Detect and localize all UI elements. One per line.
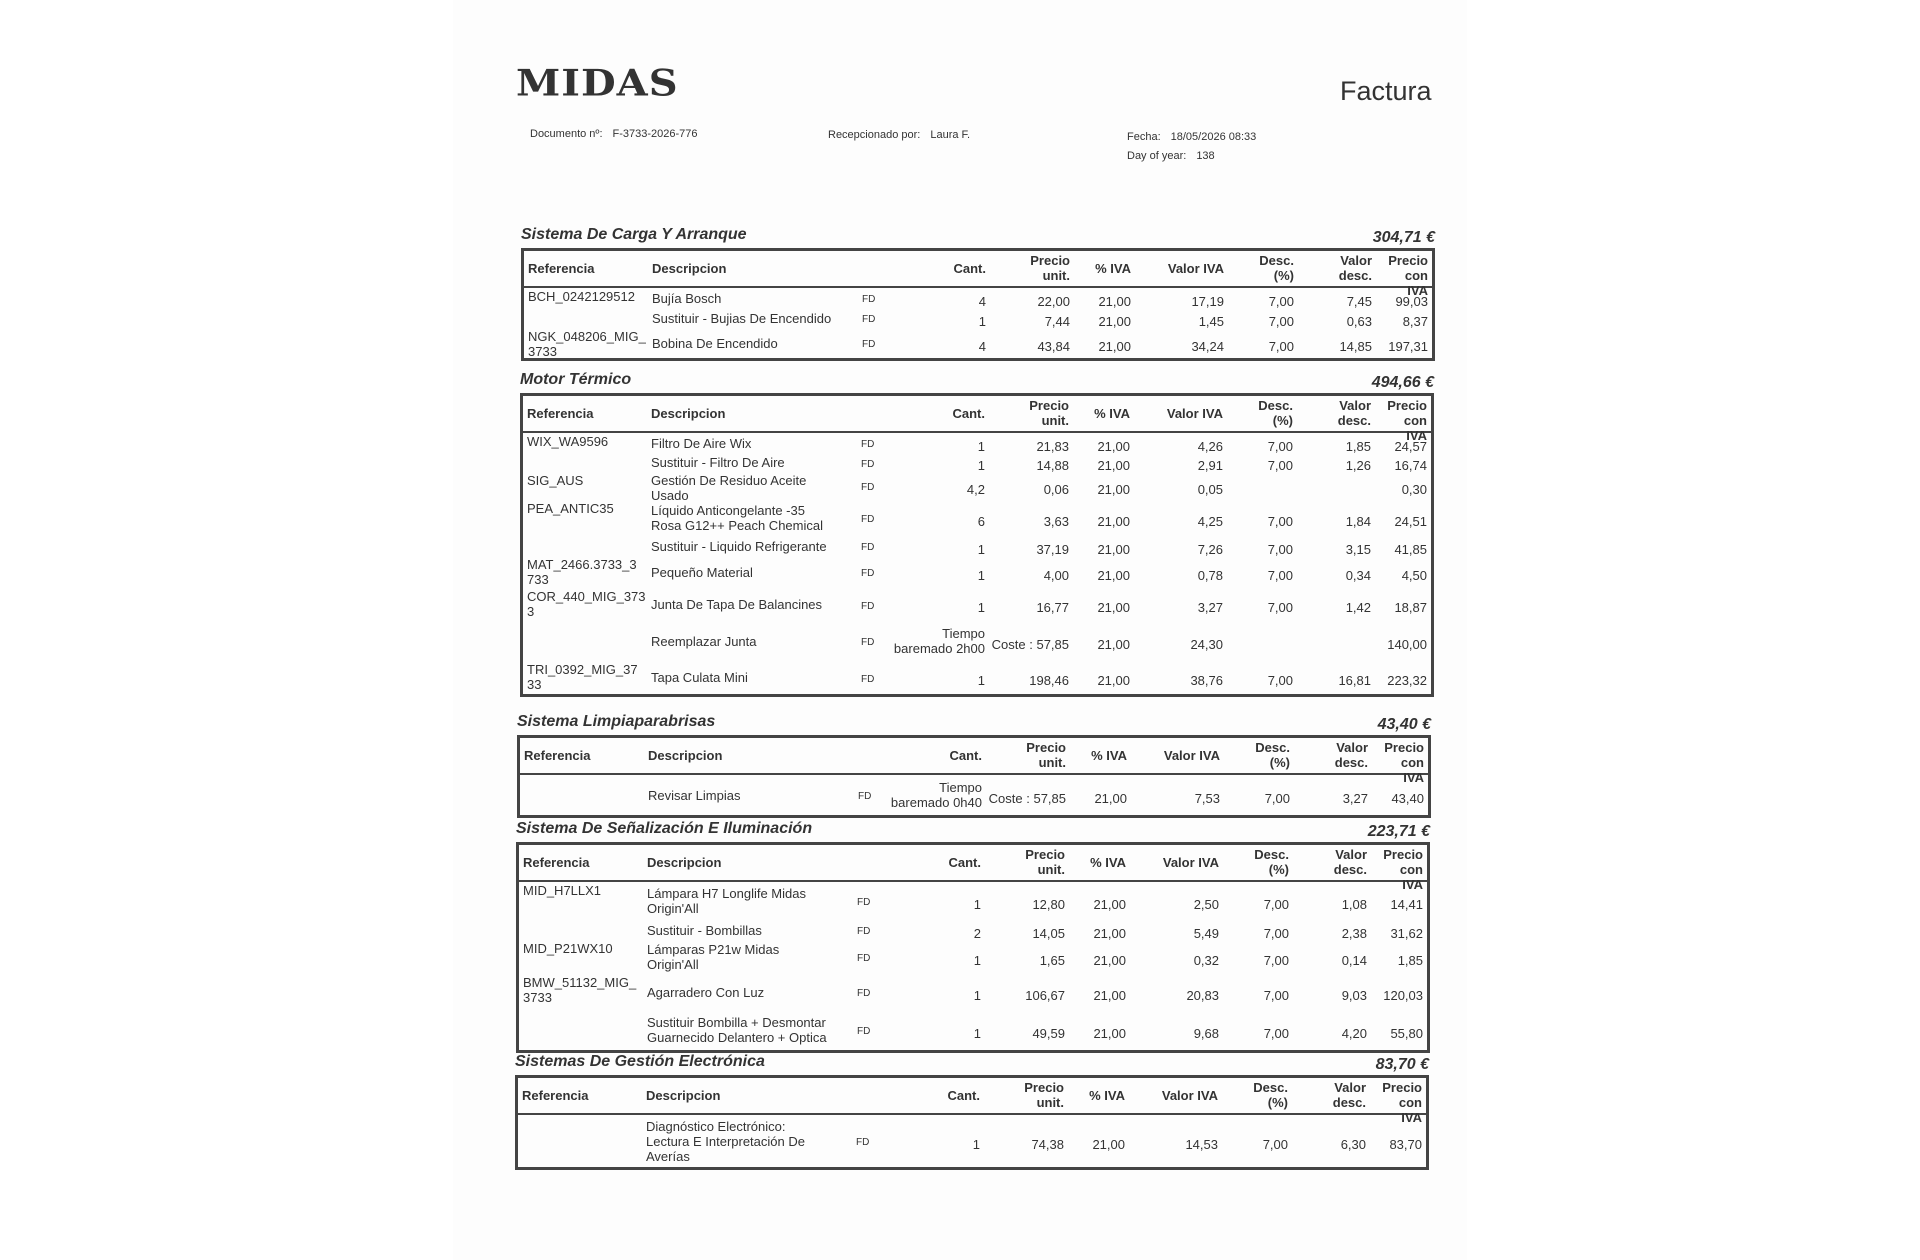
cell-descripcion: Sustituir - Bombillas: [647, 923, 762, 938]
header-referencia: Referencia: [522, 1088, 589, 1103]
cell-iva: 21,00: [1097, 568, 1130, 583]
cell-descripcion: Sustituir - Liquido Refrigerante: [651, 539, 827, 554]
cell-total: 14,41: [1390, 897, 1423, 912]
cell-iva: 21,00: [1092, 1137, 1125, 1152]
header-total: Precio con IVA: [1387, 398, 1427, 443]
section-title: Sistemas De Gestión Electrónica: [515, 1053, 765, 1070]
cell-total: 24,57: [1394, 439, 1427, 454]
cell-total: 18,87: [1394, 600, 1427, 615]
document-number-value: F-3733-2026-776: [612, 128, 698, 140]
cell-iva: 21,00: [1097, 673, 1130, 688]
cell-fd: FD: [862, 294, 876, 305]
header-total: Precio con IVA: [1384, 740, 1424, 785]
cell-valor-desc: 0,63: [1346, 314, 1372, 329]
table-row: [523, 453, 1431, 472]
cell-total: 140,00: [1387, 637, 1427, 652]
cell-precio: 7,44: [1044, 314, 1070, 329]
cell-desc-pct: 7,00: [1264, 791, 1290, 806]
cell-valor-iva: 2,50: [1193, 897, 1219, 912]
table-row: [523, 500, 1431, 536]
cell-desc-pct: 7,00: [1267, 439, 1293, 454]
cell-valor-iva: 4,26: [1197, 439, 1223, 454]
cell-desc-pct: 7,00: [1263, 988, 1289, 1003]
cell-desc-pct: 7,00: [1268, 339, 1294, 354]
cell-fd: FD: [857, 988, 871, 999]
cell-precio: 4,00: [1043, 568, 1069, 583]
cell-total: 1,85: [1397, 953, 1423, 968]
cell-cant: 1: [972, 1137, 980, 1152]
cell-total: 99,03: [1395, 294, 1428, 309]
received-by: [828, 129, 970, 141]
cell-precio: 16,77: [1036, 600, 1069, 615]
cell-descripcion: Pequeño Material: [651, 565, 753, 580]
table-row: [520, 775, 1428, 815]
table-row: [524, 308, 1432, 328]
cell-iva: 21,00: [1097, 514, 1130, 529]
table-row: [524, 288, 1432, 308]
cell-total: 41,85: [1394, 542, 1427, 557]
cell-iva: 21,00: [1098, 314, 1131, 329]
cell-cant: 4,2: [966, 482, 985, 497]
table-row: [524, 328, 1432, 358]
cell-desc-pct: 7,00: [1267, 568, 1293, 583]
cell-fd: FD: [857, 926, 871, 937]
section-title: Sistema De Señalización E Iluminación: [516, 820, 813, 837]
cell-precio: 14,05: [1032, 926, 1065, 941]
cell-iva: 21,00: [1093, 926, 1126, 941]
cell-total: 8,37: [1402, 314, 1428, 329]
header-valor-desc: Valor desc.: [1338, 253, 1372, 283]
document-title: Factura: [1340, 76, 1432, 106]
section-title: Sistema Limpiaparabrisas: [517, 713, 716, 730]
cell-referencia: TRI_0392_MIG_37 33: [527, 662, 638, 692]
cell-precio: 0,06: [1043, 482, 1069, 497]
cell-valor-iva: 0,05: [1197, 482, 1223, 497]
header-valor-desc: Valor desc.: [1334, 740, 1368, 770]
cell-iva: 21,00: [1093, 988, 1126, 1003]
header-descripcion: Descripcion: [652, 261, 727, 276]
section-total: 83,70 €: [1375, 1056, 1429, 1073]
cell-descripcion: Junta De Tapa De Balancines: [651, 597, 823, 612]
cell-valor-desc: 0,14: [1341, 953, 1367, 968]
table-header: [520, 738, 1428, 785]
cell-fd: FD: [861, 674, 875, 685]
cell-total: 16,74: [1394, 458, 1427, 473]
cell-valor-iva: 17,19: [1191, 294, 1224, 309]
cell-fd: FD: [861, 601, 875, 612]
cell-iva: 21,00: [1097, 600, 1130, 615]
header-descripcion: Descripcion: [648, 748, 723, 763]
cell-valor-desc: 1,84: [1345, 514, 1371, 529]
cell-precio: 3,63: [1043, 514, 1069, 529]
section-total: 304,71 €: [1372, 229, 1435, 246]
cell-cant: 1: [977, 458, 985, 473]
cell-valor-iva: 9,68: [1193, 1026, 1219, 1041]
header-valor-iva: Valor IVA: [1166, 406, 1223, 421]
cell-descripcion: Sustituir Bombilla + Desmontar Guarnecido Delantero + Optica: [647, 1015, 827, 1045]
cell-desc-pct: 7,00: [1267, 514, 1293, 529]
cell-precio: Coste : 57,85: [988, 791, 1066, 806]
cell-valor-iva: 24,30: [1190, 637, 1223, 652]
header-referencia: Referencia: [527, 406, 594, 421]
cell-precio: 74,38: [1031, 1137, 1064, 1152]
header-iva: % IVA: [1094, 406, 1130, 421]
table-row: [519, 920, 1427, 940]
header-desc-pct: Desc. (%): [1254, 847, 1289, 877]
cell-descripcion: Sustituir - Bujias De Encendido: [652, 311, 832, 326]
cell-precio: 21,83: [1036, 439, 1069, 454]
cell-precio: 22,00: [1037, 294, 1070, 309]
header-descripcion: Descripcion: [647, 855, 722, 870]
cell-total: 223,32: [1387, 673, 1427, 688]
cell-cant: 4: [978, 294, 986, 309]
cell-referencia: MAT_2466.3733_3 733: [527, 557, 637, 587]
header-cant: Cant.: [953, 261, 986, 276]
cell-iva: 21,00: [1093, 1026, 1126, 1041]
cell-valor-iva: 7,53: [1194, 791, 1220, 806]
header-precio: Precio unit.: [1030, 253, 1070, 283]
cell-total: 24,51: [1394, 514, 1427, 529]
day-of-year-value: 138: [1196, 150, 1215, 162]
header-desc-pct: Desc. (%): [1255, 740, 1290, 770]
header-valor-iva: Valor IVA: [1161, 1088, 1218, 1103]
table-row: [523, 621, 1431, 661]
cell-cant: 1: [973, 953, 981, 968]
cell-cant: 4: [978, 339, 986, 354]
table-row: [523, 588, 1431, 621]
header-cant: Cant.: [948, 855, 981, 870]
cell-fd: FD: [862, 339, 876, 350]
cell-cant: 1: [973, 988, 981, 1003]
cell-desc-pct: 7,00: [1263, 926, 1289, 941]
header-precio: Precio unit.: [1024, 1080, 1064, 1110]
cell-referencia: COR_440_MIG_373 3: [527, 589, 646, 619]
cell-referencia: MID_H7LLX1: [523, 883, 602, 898]
section-total: 494,66 €: [1371, 374, 1434, 391]
header-total: Precio con IVA: [1383, 847, 1423, 892]
cell-precio: Coste : 57,85: [991, 637, 1069, 652]
cell-valor-desc: 3,15: [1345, 542, 1371, 557]
cell-desc-pct: 7,00: [1263, 897, 1289, 912]
cell-iva: 21,00: [1098, 339, 1131, 354]
cell-precio: 49,59: [1032, 1026, 1065, 1041]
cell-descripcion: Lámpara H7 Longlife Midas Origin'All: [647, 886, 806, 916]
received-by-value: Laura F.: [930, 129, 971, 141]
header-total: Precio con IVA: [1382, 1080, 1422, 1125]
section-title: Motor Térmico: [520, 371, 632, 388]
cell-iva: 21,00: [1093, 953, 1126, 968]
cell-precio: 37,19: [1036, 542, 1069, 557]
day-of-year-label: Day of year:: [1127, 150, 1187, 162]
cell-descripcion: Sustituir - Filtro De Aire: [651, 455, 785, 470]
cell-descripcion: Bujía Bosch: [652, 291, 722, 306]
document-number-label: Documento nº:: [530, 128, 603, 140]
cell-descripcion: Bobina De Encendido: [652, 336, 778, 351]
section-table: [516, 842, 1430, 1053]
cell-precio: 43,84: [1037, 339, 1070, 354]
header-total: Precio con IVA: [1388, 253, 1428, 298]
cell-descripcion: Revisar Limpias: [648, 788, 741, 803]
cell-valor-desc: 3,27: [1342, 791, 1368, 806]
cell-precio: 198,46: [1029, 673, 1069, 688]
header-iva: % IVA: [1090, 855, 1126, 870]
table-row: [523, 661, 1431, 694]
received-by-label: Recepcionado por:: [828, 129, 921, 141]
cell-valor-desc: 1,08: [1341, 897, 1367, 912]
cell-iva: 21,00: [1097, 458, 1130, 473]
cell-descripcion: Lámparas P21w Midas Origin'All: [647, 942, 780, 972]
cell-fd: FD: [861, 514, 875, 525]
midas-logo: MIDAS: [516, 62, 679, 105]
section-total: 43,40 €: [1377, 716, 1431, 733]
cell-valor-desc: 7,45: [1346, 294, 1372, 309]
header-referencia: Referencia: [523, 855, 590, 870]
cell-desc-pct: 7,00: [1263, 1026, 1289, 1041]
cell-precio: 1,65: [1039, 953, 1065, 968]
cell-referencia: SIG_AUS: [527, 473, 584, 488]
cell-valor-iva: 7,26: [1197, 542, 1223, 557]
cell-valor-iva: 1,45: [1198, 314, 1224, 329]
cell-fd: FD: [858, 791, 872, 802]
cell-valor-iva: 0,78: [1197, 568, 1223, 583]
header-desc-pct: Desc. (%): [1258, 398, 1293, 428]
header-valor-iva: Valor IVA: [1163, 748, 1220, 763]
header-desc-pct: Desc. (%): [1259, 253, 1294, 283]
cell-desc-pct: 7,00: [1267, 542, 1293, 557]
cell-descripcion: Líquido Anticongelante -35 Rosa G12++ Peach Chemical: [651, 503, 823, 533]
header-valor-iva: Valor IVA: [1162, 855, 1219, 870]
day-of-year: [1127, 150, 1215, 162]
header-descripcion: Descripcion: [651, 406, 726, 421]
header-valor-desc: Valor desc.: [1333, 847, 1367, 877]
cell-desc-pct: 7,00: [1268, 314, 1294, 329]
cell-total: 55,80: [1390, 1026, 1423, 1041]
cell-descripcion: Tapa Culata Mini: [651, 670, 748, 685]
cell-valor-iva: 0,32: [1193, 953, 1219, 968]
cell-iva: 21,00: [1093, 897, 1126, 912]
cell-cant: 1: [977, 568, 985, 583]
table-row: [523, 472, 1431, 503]
cell-cant: 1: [977, 542, 985, 557]
cell-iva: 21,00: [1097, 482, 1130, 497]
cell-valor-desc: 9,03: [1341, 988, 1367, 1003]
date-label: Fecha:: [1127, 131, 1161, 143]
date: [1127, 131, 1256, 143]
cell-referencia: BMW_51132_MIG_ 3733: [523, 975, 637, 1005]
cell-valor-iva: 5,49: [1193, 926, 1219, 941]
cell-valor-desc: 1,85: [1345, 439, 1371, 454]
cell-total: 4,50: [1401, 568, 1427, 583]
cell-total: 31,62: [1390, 926, 1423, 941]
cell-cant: 2: [973, 926, 981, 941]
cell-valor-desc: 2,38: [1341, 926, 1367, 941]
header-iva: % IVA: [1095, 261, 1131, 276]
cell-valor-desc: 0,34: [1345, 568, 1371, 583]
header-descripcion: Descripcion: [646, 1088, 721, 1103]
date-value: 18/05/2026 08:33: [1170, 131, 1257, 143]
cell-cant: 6: [977, 514, 985, 529]
cell-iva: 21,00: [1098, 294, 1131, 309]
cell-valor-iva: 38,76: [1190, 673, 1223, 688]
header-iva: % IVA: [1089, 1088, 1125, 1103]
cell-valor-desc: 6,30: [1340, 1137, 1366, 1152]
cell-valor-iva: 3,27: [1197, 600, 1223, 615]
section-table: [515, 1075, 1429, 1170]
cell-desc-pct: 7,00: [1267, 458, 1293, 473]
table-row: [519, 974, 1427, 1010]
cell-descripcion: Diagnóstico Electrónico: Lectura E Interpretación De Averías: [646, 1119, 805, 1164]
cell-desc-pct: 7,00: [1267, 600, 1293, 615]
cell-total: 43,40: [1391, 791, 1424, 806]
cell-desc-pct: 7,00: [1263, 953, 1289, 968]
cell-desc-pct: 7,00: [1268, 294, 1294, 309]
cell-total: 197,31: [1388, 339, 1428, 354]
cell-fd: FD: [861, 568, 875, 579]
cell-referencia: NGK_048206_MIG_ 3733: [528, 329, 646, 359]
header-valor-desc: Valor desc.: [1337, 398, 1371, 428]
table-row: [523, 536, 1431, 556]
cell-total: 120,03: [1383, 988, 1423, 1003]
cell-descripcion: Agarradero Con Luz: [647, 985, 765, 1000]
section-table: [521, 248, 1435, 361]
cell-valor-desc: 1,42: [1345, 600, 1371, 615]
header-desc-pct: Desc. (%): [1253, 1080, 1288, 1110]
cell-descripcion: Gestión De Residuo Aceite Usado: [651, 473, 807, 503]
cell-valor-iva: 4,25: [1197, 514, 1223, 529]
cell-valor-iva: 34,24: [1191, 339, 1224, 354]
table-row: [519, 940, 1427, 974]
cell-fd: FD: [857, 897, 871, 908]
header-cant: Cant.: [952, 406, 985, 421]
cell-fd: FD: [862, 314, 876, 325]
cell-total: 0,30: [1401, 482, 1427, 497]
cell-fd: FD: [861, 542, 875, 553]
header-referencia: Referencia: [528, 261, 595, 276]
cell-cant: Tiempo baremado 2h00: [893, 626, 985, 656]
section-table: [517, 735, 1431, 818]
section-table: [520, 393, 1434, 697]
header-iva: % IVA: [1091, 748, 1127, 763]
cell-cant: 1: [977, 673, 985, 688]
table-row: [523, 433, 1431, 453]
header-valor-desc: Valor desc.: [1332, 1080, 1366, 1110]
cell-total: 83,70: [1389, 1137, 1422, 1152]
cell-iva: 21,00: [1097, 637, 1130, 652]
header-cant: Cant.: [949, 748, 982, 763]
cell-referencia: PEA_ANTIC35: [527, 501, 614, 516]
cell-fd: FD: [861, 637, 875, 648]
header-cant: Cant.: [947, 1088, 980, 1103]
cell-valor-desc: 1,26: [1345, 458, 1371, 473]
header-valor-iva: Valor IVA: [1167, 261, 1224, 276]
cell-valor-iva: 14,53: [1185, 1137, 1218, 1152]
cell-referencia: WIX_WA9596: [527, 434, 609, 449]
cell-valor-desc: 4,20: [1341, 1026, 1367, 1041]
cell-fd: FD: [861, 482, 875, 493]
document-number: [530, 128, 698, 140]
cell-iva: 21,00: [1094, 791, 1127, 806]
table-header: [518, 1078, 1426, 1125]
table-row: [518, 1115, 1426, 1167]
cell-referencia: MID_P21WX10: [523, 941, 613, 956]
section-total: 223,71 €: [1367, 823, 1430, 840]
cell-cant: 1: [977, 439, 985, 454]
cell-desc-pct: 7,00: [1262, 1137, 1288, 1152]
cell-iva: 21,00: [1097, 439, 1130, 454]
cell-cant: 1: [978, 314, 986, 329]
cell-cant: 1: [973, 897, 981, 912]
cell-valor-iva: 2,91: [1197, 458, 1223, 473]
table-row: [523, 556, 1431, 588]
cell-valor-desc: 14,85: [1339, 339, 1372, 354]
cell-fd: FD: [857, 953, 871, 964]
cell-descripcion: Filtro De Aire Wix: [651, 436, 752, 451]
cell-precio: 14,88: [1036, 458, 1069, 473]
cell-desc-pct: 7,00: [1267, 673, 1293, 688]
cell-referencia: BCH_0242129512: [528, 289, 635, 304]
cell-fd: FD: [861, 459, 875, 470]
table-row: [519, 882, 1427, 920]
cell-fd: FD: [856, 1137, 870, 1148]
cell-descripcion: Reemplazar Junta: [651, 634, 757, 649]
cell-cant: Tiempo baremado 0h40: [890, 780, 982, 810]
cell-valor-desc: 16,81: [1338, 673, 1371, 688]
cell-precio: 106,67: [1025, 988, 1065, 1003]
cell-iva: 21,00: [1097, 542, 1130, 557]
section-title: Sistema De Carga Y Arranque: [521, 226, 747, 243]
cell-cant: 1: [973, 1026, 981, 1041]
cell-fd: FD: [857, 1026, 871, 1037]
cell-fd: FD: [861, 439, 875, 450]
header-referencia: Referencia: [524, 748, 591, 763]
cell-precio: 12,80: [1032, 897, 1065, 912]
header-precio: Precio unit.: [1026, 740, 1066, 770]
cell-cant: 1: [977, 600, 985, 615]
header-precio: Precio unit.: [1029, 398, 1069, 428]
cell-valor-iva: 20,83: [1186, 988, 1219, 1003]
header-precio: Precio unit.: [1025, 847, 1065, 877]
table-row: [519, 1010, 1427, 1050]
